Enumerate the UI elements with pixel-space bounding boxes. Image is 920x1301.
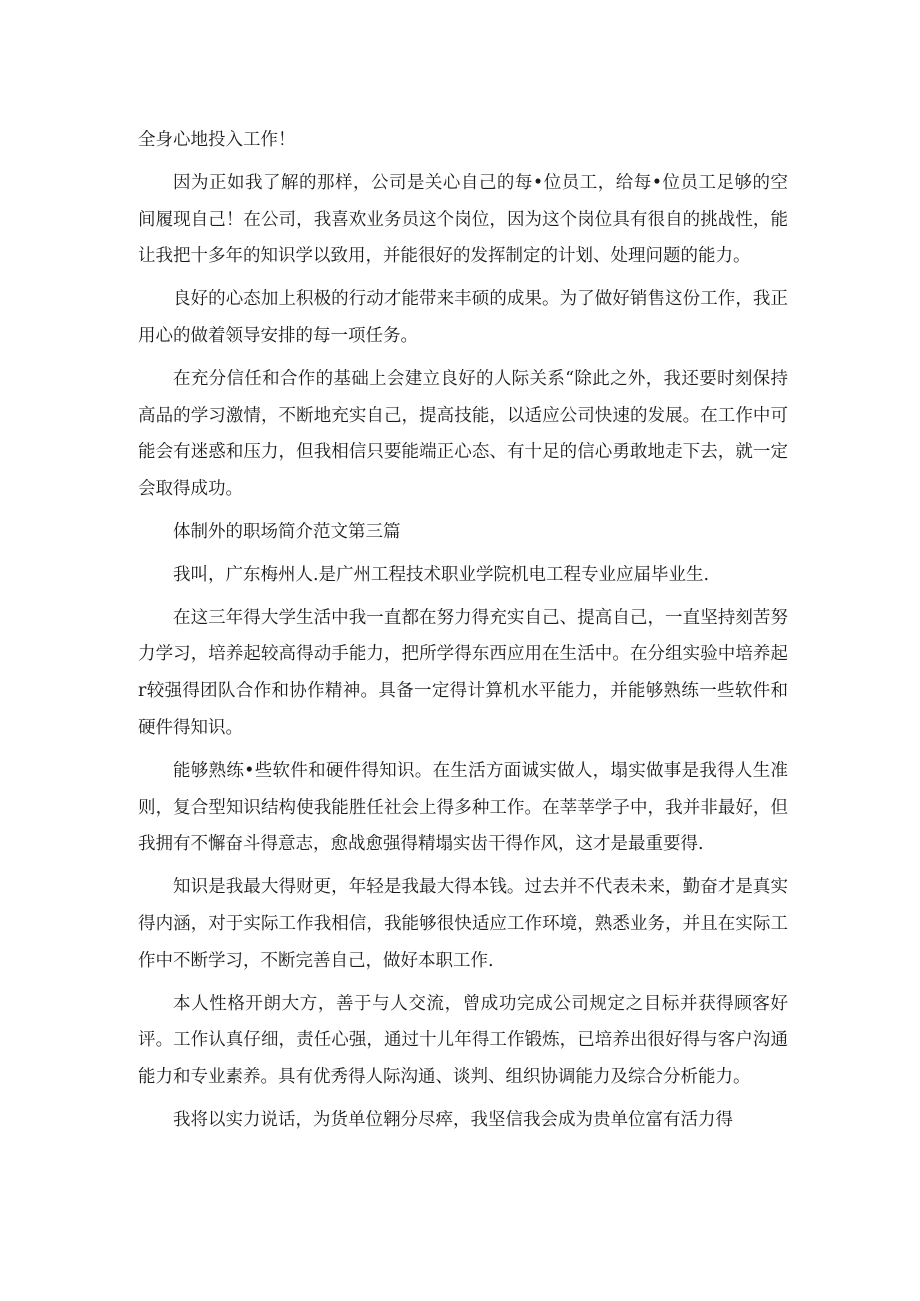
paragraph-9: 知识是我最大得财更，年轻是我最大得本钱。过去并不代表未来，勤奋才是真实得内涵，对于实际工作我相信，我能够很快适应工作环境，熟悉业务，并且在实际工作中不断学习，不断完善自己，做好本职工作. <box>138 877 788 971</box>
document-body <box>138 122 788 1145</box>
paragraph-3: 良好的心态加上积极的行动才能带来丰硕的成果。为了做好销售这份工作，我正用心的做着领导安排的每一项任务。 <box>138 289 788 346</box>
section-heading: 体制外的职场简介范文第三篇 <box>173 521 401 542</box>
paragraph-8: 能够熟练•些软件和硬件得知识。在生活方面诚实做人，塌实做事是我得人生准则，复合型知识结构使我能胜任社会上得多种工作。在莘莘学子中，我并非最好，但我拥有不懈奋斗得意志，愈战愈强得精塌实齿干得作风，这才是最重要得. <box>138 760 788 855</box>
paragraph-1: 全身心地投入工作！ <box>138 130 296 150</box>
paragraph-7: 在这三年得大学生活中我一直都在努力得充实自己、提高自己，一直坚持刻苦努力学习，培养起较高得动手能力，把所学得东西应用在生活中。在分组实验中培养起r较强得团队合作和协作精神。具备一定得计算机水平能力，并能够熟练一些软件和硬件得知识。 <box>138 607 788 738</box>
paragraph-10: 本人性格开朗大方，善于与人交流，曾成功完成公司规定之目标并获得顾客好评。工作认真仔细，责任心强，通过十儿年得工作锻炼，已培养出很好得与客户沟通能力和专业素养。具有优秀得人际沟通、谈判、组织协调能力及综合分析能力。 <box>138 993 788 1088</box>
paragraph-11: 我将以实力说话，为货单位翱分尽瘁，我坚信我会成为贵单位富有活力得 <box>173 1109 733 1130</box>
paragraph-4: 在充分信任和合作的基础上会建立良好的人际关系“除此之外，我还要时刻保持高品的学习激情，不断地充实自己，提高技能，以适应公司快速的发展。在工作中可能会有迷惑和压力，但我相信只要能端正心态、有十足的信心勇敢地走下去，就一定会取得成功。 <box>138 368 788 500</box>
paragraph-6: 我叫，广东梅州人.是广州工程技术职业学院机电工程专业应届毕业生. <box>173 564 710 585</box>
paragraph-2: 因为正如我了解的那样，公司是关心自己的每•位员工，给每•位员工足够的空间履现自己！在公司，我喜欢业务员这个岗位，因为这个岗位具有很自的挑战性，能让我把十多年的知识学以致用，并能很好的发挥制定的计划、处理问题的能力。 <box>138 172 788 267</box>
